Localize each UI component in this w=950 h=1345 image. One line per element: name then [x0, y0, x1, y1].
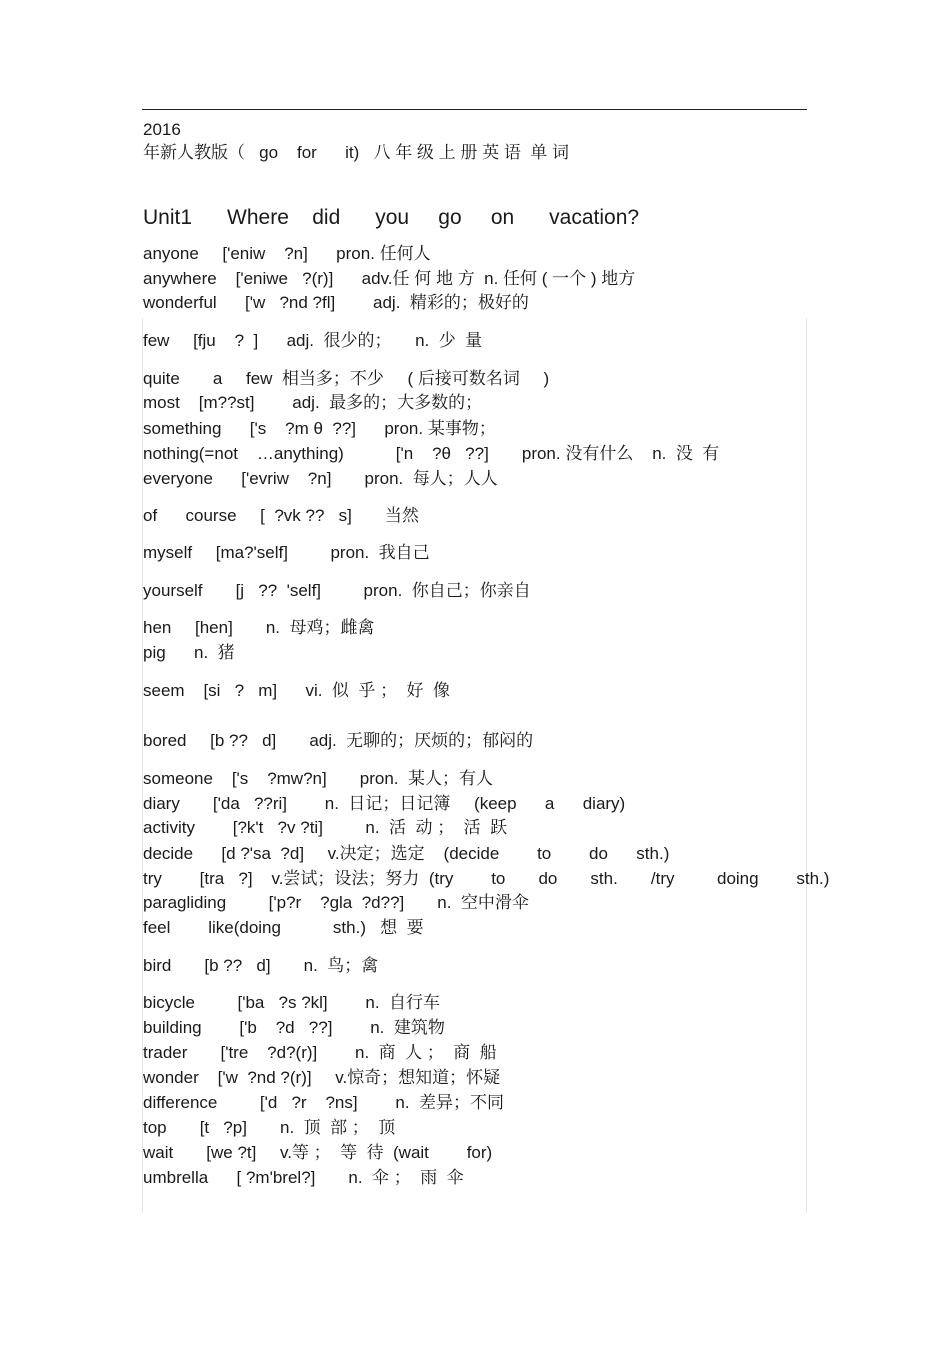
vocab-entry: difference ['d ?r ?ns] n. 差异；不同 — [143, 1093, 505, 1112]
vocab-entry: top [t ?p] n. 顶 部 ； 顶 — [143, 1118, 396, 1137]
unit-title: Unit1 Where did you go on vacation? — [143, 206, 640, 229]
vocab-entry: bird [b ?? d] n. 鸟；禽 — [143, 956, 379, 975]
vocab-entry: someone ['s ?mw?n] pron. 某人；有人 — [143, 769, 493, 788]
vocab-entry: activity [?k't ?v ?ti] n. 活 动 ； 活 跃 — [143, 818, 508, 837]
vocab-entry: umbrella [ ?m'brel?] n. 伞 ； 雨 伞 — [143, 1168, 464, 1187]
vocab-entry: nothing(=not …anything) ['n ?θ ??] pron. 没有什么 n. 没 有 — [143, 444, 720, 463]
vocab-entry: paragliding ['p?r ?gla ?d??] n. 空中滑伞 — [143, 893, 529, 912]
vocab-entry: myself [ma?'self] pron. 我自己 — [143, 543, 430, 562]
vocab-entry: seem [si ? m] vi. 似 乎 ； 好 像 — [143, 681, 450, 700]
vocab-entry: few [fju ? ] adj. 很少的； n. 少 量 — [143, 331, 483, 350]
vocab-entry: bored [b ?? d] adj. 无聊的；厌烦的；郁闷的 — [143, 731, 534, 750]
vocab-entry: decide [d ?'sa ?d] v.决定；选定 (decide to do sth.) — [143, 844, 670, 863]
vocab-entry: most [m??st] adj. 最多的；大多数的； — [143, 393, 483, 412]
vocab-entry: of course [ ?vk ?? s] 当然 — [143, 506, 419, 525]
document-subtitle: 年新人教版（ go for it) 八 年 级 上 册 英 语 单 词 — [143, 143, 569, 162]
vocab-entry: quite a few 相当多；不少 ( 后接可数名词 ) — [143, 369, 550, 388]
vocab-entry: pig n. 猪 — [143, 643, 235, 662]
vocab-entry: yourself [j ?? 'self] pron. 你自己；你亲自 — [143, 581, 531, 600]
top-rule — [142, 109, 807, 110]
vocab-entry: everyone ['evriw ?n] pron. 每人；人人 — [143, 469, 498, 488]
vocab-entry: building ['b ?d ??] n. 建筑物 — [143, 1018, 445, 1037]
vocab-entry: anywhere ['eniwe ?(r)] adv.任 何 地 方 n. 任何 ( 一个 ) 地方 — [143, 269, 636, 288]
vocab-entry: wonderful ['w ?nd ?fl] adj. 精彩的；极好的 — [143, 293, 529, 312]
vocab-entry: something ['s ?m θ ??] pron. 某事物； — [143, 419, 496, 438]
vocab-entry: feel like(doing sth.) 想 要 — [143, 918, 424, 937]
vocab-entry: wonder ['w ?nd ?(r)] v.惊奇；想知道；怀疑 — [143, 1068, 501, 1087]
vocab-entry: anyone ['eniw ?n] pron. 任何人 — [143, 244, 431, 263]
page-border-right — [806, 318, 807, 1213]
vocab-entry: trader ['tre ?d?(r)] n. 商 人 ； 商 船 — [143, 1043, 497, 1062]
vocab-entry: hen [hen] n. 母鸡；雌禽 — [143, 618, 375, 637]
vocab-entry: diary ['da ??ri] n. 日记；日记簿 (keep a diary) — [143, 794, 626, 813]
document-year: 2016 — [143, 120, 181, 139]
vocab-entry: bicycle ['ba ?s ?kl] n. 自行车 — [143, 993, 441, 1012]
vocab-entry: wait [we ?t] v.等 ； 等 待 (wait for) — [143, 1143, 493, 1162]
vocab-entry: try [tra ?] v.尝试；设法；努力 (try to do sth. /try doing sth.) — [143, 869, 830, 888]
